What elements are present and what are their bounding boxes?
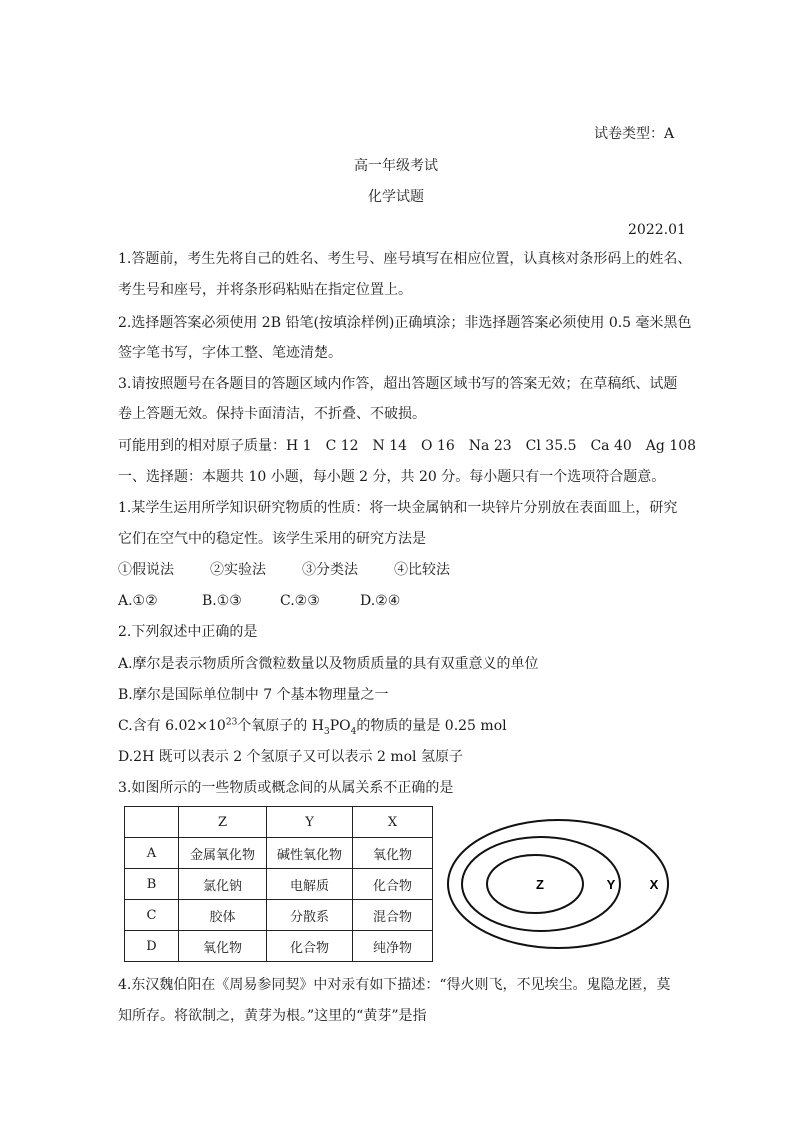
classification-table [124, 806, 433, 962]
table-row [125, 900, 433, 931]
venn-label-z: Z [536, 877, 544, 892]
table-cell: 混合物 [353, 900, 433, 931]
table-cell: 氯化钠 [179, 869, 267, 900]
option-d: D.②④ [360, 593, 401, 609]
table-cell: C [125, 900, 179, 931]
subject-title: 化学试题 [368, 189, 424, 205]
table-row [125, 931, 433, 962]
atomic-masses: 可能用到的相对原子质量：H 1 C 12 N 14 O 16 Na 23 Cl 35.5 Ca 40 Ag 108 [118, 438, 697, 454]
venn-label-x: X [649, 877, 659, 892]
exam-date: 2022.01 [628, 222, 686, 238]
option-c: C.含有 $6.02\times 10^{23}$个氧原子的 $H_3PO_4$的物质的量是 0.25 mol [118, 717, 507, 737]
table-row [125, 838, 433, 869]
table-header-cell: Z [179, 807, 267, 838]
method-item: ②实验法 [210, 562, 266, 578]
exam-title: 高一年级考试 [354, 158, 438, 174]
question-stem: 2.下列叙述中正确的是 [118, 624, 258, 640]
option-a: A.摩尔是表示物质所含微粒数量以及物质质量的具有双重意义的单位 [118, 656, 539, 672]
instruction-line: 卷上答题无效。保持卡面清洁，不折叠、不破损。 [118, 406, 426, 422]
inner-ellipse [487, 855, 583, 913]
table-cell: 化合物 [267, 931, 353, 962]
table-header-cell: Y [267, 807, 353, 838]
option-a: A.①② [118, 593, 158, 609]
table-cell: 胶体 [179, 900, 267, 931]
table-cell: 金属氧化物 [179, 838, 267, 869]
table-header-cell [125, 807, 179, 838]
table-header-cell: X [353, 807, 433, 838]
method-item: ①假说法 [118, 562, 174, 578]
option-d: D.2H 既可以表示 2 个氢原子又可以表示 2 mol 氢原子 [118, 749, 463, 765]
instruction-line: 2.选择题答案必须使用 2B 铅笔(按填涂样例)正确填涂；非选择题答案必须使用 0.5 毫米黑色 [118, 315, 692, 331]
instruction-line: 3.请按照题号在各题目的答题区域内作答，超出答题区域书写的答案无效；在草稿纸、试题 [118, 376, 678, 392]
option-c: C.②③ [280, 593, 320, 609]
method-item: ③分类法 [302, 562, 358, 578]
question-stem: 知所存。将欲制之，黄芽为根。”这里的“黄芽”是指 [118, 1008, 427, 1024]
question-stem: 3.如图所示的一些物质或概念间的从属关系不正确的是 [118, 780, 454, 796]
venn-label-y: Y [606, 877, 616, 892]
table-row [125, 869, 433, 900]
instruction-line: 签字笔书写，字体工整、笔迹清楚。 [118, 345, 342, 361]
table-cell: 化合物 [353, 869, 433, 900]
table-cell: D [125, 931, 179, 962]
table-cell: 纯净物 [353, 931, 433, 962]
table-cell: B [125, 869, 179, 900]
question-stem: 4.东汉魏伯阳在《周易参同契》中对汞有如下描述：“得火则飞，不见埃尘。鬼隐龙匿，莫 [118, 977, 671, 993]
option-b: B.①③ [202, 593, 242, 609]
method-item: ④比较法 [394, 562, 450, 578]
outer-ellipse [448, 820, 668, 948]
answer-options [118, 591, 400, 611]
exam-type: 试卷类型：A [594, 126, 675, 142]
table-cell: A [125, 838, 179, 869]
table-cell: 氧化物 [353, 838, 433, 869]
question-stem: 它们在空气中的稳定性。该学生采用的研究方法是 [118, 531, 426, 547]
table-cell: 电解质 [267, 869, 353, 900]
table-header-row [125, 807, 433, 838]
question-stem: 1.某学生运用所学知识研究物质的性质：将一块金属钠和一块锌片分别放在表面皿上，研究 [118, 500, 678, 516]
method-list [118, 560, 450, 580]
option-b: B.摩尔是国际单位制中 7 个基本物理量之一 [118, 687, 389, 703]
instruction-line: 1.答题前，考生先将自己的姓名、考生号、座号填写在相应位置，认真核对条形码上的姓名、 [118, 251, 692, 267]
venn-diagram [446, 818, 676, 952]
table-cell: 碱性氧化物 [267, 838, 353, 869]
section-heading: 一、选择题：本题共 10 小题，每小题 2 分，共 20 分。每小题只有一个选项符合题意。 [118, 469, 666, 485]
table-cell: 分散系 [267, 900, 353, 931]
table-cell: 氧化物 [179, 931, 267, 962]
instruction-line: 考生号和座号，并将条形码粘贴在指定位置上。 [118, 282, 412, 298]
